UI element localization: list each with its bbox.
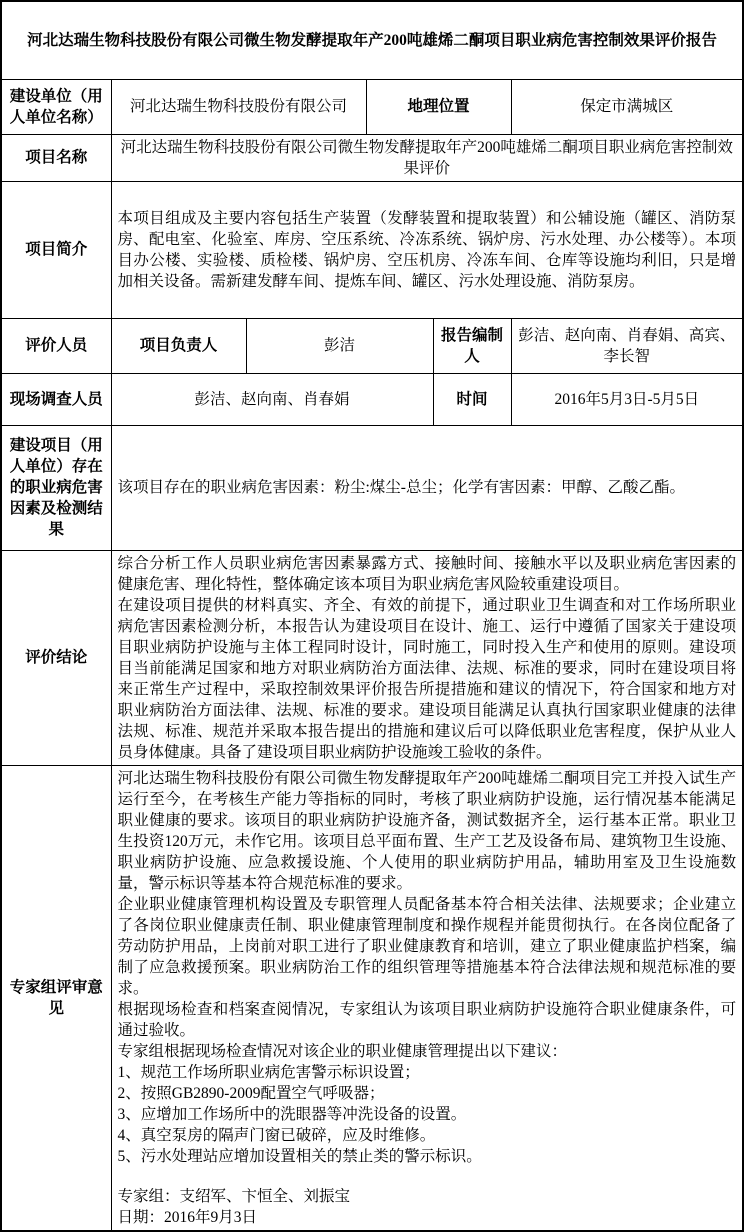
conclusion-paragraph: 在建设项目提供的材料真实、齐全、有效的前提下，通过职业卫生调查和对工作场所职业病危害因素检测分析，本报告认为建设项目在设计、施工、运行中遵循了国家关于建设项目职业病防护设施与主体工程同时设计，同时施工，同时投入生产和使用的原则。建设项目当前能满足国家和地方对职业病防治方面法律、法规、标准的要求，同时在建设项目将来正常生产过程中，采取控制效果评价报告所提措施和建议的情况下，符合国家和地方对职业病防治方面法律、法规、标准的要求。建设项目能满足认真执行国家职业健康的法律法规、标准、规范并采取本报告提出的措施和建议后可以降低职业危害程度，保护从业人员身体健康。具备了建设项目职业病防护设施竣工验收的条件。: [117, 596, 737, 761]
expert-suggestion: 1、规范工作场所职业病危害警示标识设置；: [117, 1063, 420, 1081]
time-label: 时间: [433, 373, 511, 425]
expert-suggestion: 5、污水处理站应增加设置相关的禁止类的警示标识。: [117, 1147, 482, 1165]
site-survey-label: 现场调查人员: [1, 373, 111, 425]
location-label: 地理位置: [366, 79, 511, 134]
expert-paragraph: 河北达瑞生物科技股份有限公司微生物发酵提取年产200吨雄烯二酮项目完工并投入试生产运行至今，在考核生产能力等指标的同时，考核了职业病防护设施，运行情况基本能满足职业健康的要求。该项目的职业病防护设施齐备，测试数据齐全，运行基本正常。职业卫生投资120万元，未作它用。该项目总平面布置、生产工艺及设备布局、建筑物卫生设施、职业病防护设施、应急救援设施、个人使用的职业病防护用品，辅助用室及卫生设施数量，警示标识等基本符合规范标准的要求。: [117, 769, 737, 892]
expert-suggestion: 2、按照GB2890-2009配置空气呼吸器；: [117, 1084, 385, 1102]
project-brief-label: 项目简介: [1, 181, 111, 318]
expert-paragraph: 根据现场检查和档案查阅情况，专家组认为该项目职业病防护设施符合职业健康条件，可通过验收。: [117, 1000, 737, 1039]
expert-paragraph: 企业职业健康管理机构设置及专职管理人员配备基本符合相关法律、法规要求；企业建立了各岗位职业健康责任制、职业健康管理制度和操作规程并能贯彻执行。在各岗位配备了劳动防护用品，上岗前对职工进行了职业健康教育和培训，建立了职业健康监护档案，编制了应急救援预案。职业病防治工作的组织管理等措施基本符合法律法规和规范标准的要求。: [117, 895, 737, 997]
time-value: 2016年5月3日-5月5日: [511, 373, 743, 425]
project-brief-value: 本项目组成及主要内容包括生产装置（发酵装置和提取装置）和公辅设施（罐区、消防泵房、配电室、化验室、库房、空压系统、冷冻系统、锅炉房、污水处理、办公楼等）。本项目办公楼、实验楼、质检楼、锅炉房、空压机房、冷冻车间、仓库等设施均利旧，只是增加相关设备。需新建发酵车间、提炼车间、罐区、污水处理设施、消防泵房。: [111, 181, 743, 318]
report-editors-value: 彭洁、赵向南、肖春娟、高宾、李长智: [511, 318, 743, 373]
location-value: 保定市满城区: [511, 79, 743, 134]
expert-date: 日期：2016年9月3日: [117, 1208, 258, 1226]
construction-unit-value: 河北达瑞生物科技股份有限公司: [111, 79, 366, 134]
site-survey-value: 彭洁、赵向南、肖春娟: [111, 373, 433, 425]
project-leader-label: 项目负责人: [111, 318, 246, 373]
conclusion-paragraph: 综合分析工作人员职业病危害因素暴露方式、接触时间、接触水平以及职业病危害因素的健康危害、理化特性，整体确定该本项目为职业病危害风险较重建设项目。: [117, 554, 737, 593]
hazard-factors-label: 建设项目（用人单位）存在的职业病危害因素及检测结果: [1, 425, 111, 550]
project-name-label: 项目名称: [1, 134, 111, 181]
expert-suggestion: 4、真空泵房的隔声门窗已破碎，应及时维修。: [117, 1126, 436, 1144]
expert-suggestion: 3、应增加工作场所中的洗眼器等冲洗设备的设置。: [117, 1105, 467, 1123]
hazard-factors-value: 该项目存在的职业病危害因素：粉尘:煤尘-总尘；化学有害因素：甲醇、乙酸乙酯。: [111, 425, 743, 550]
expert-opinion-label: 专家组评审意见: [1, 765, 111, 1231]
evaluators-label: 评价人员: [1, 318, 111, 373]
conclusion-value: [111, 550, 743, 765]
project-name-value: 河北达瑞生物科技股份有限公司微生物发酵提取年产200吨雄烯二酮项目职业病危害控制效果评价: [111, 134, 743, 181]
construction-unit-label: 建设单位（用人单位名称）: [1, 79, 111, 134]
project-leader-value: 彭洁: [246, 318, 433, 373]
expert-group-signature: 专家组：支绍军、卞恒全、刘振宝: [117, 1187, 351, 1205]
report-editors-label: 报告编制人: [433, 318, 511, 373]
report-title: 河北达瑞生物科技股份有限公司微生物发酵提取年产200吨雄烯二酮项目职业病危害控制效果评价报告: [1, 1, 743, 79]
expert-opinion-value: [111, 765, 743, 1231]
blank-line: [118, 1167, 737, 1186]
conclusion-label: 评价结论: [1, 550, 111, 765]
expert-paragraph: 专家组根据现场检查情况对该企业的职业健康管理提出以下建议：: [117, 1042, 568, 1060]
